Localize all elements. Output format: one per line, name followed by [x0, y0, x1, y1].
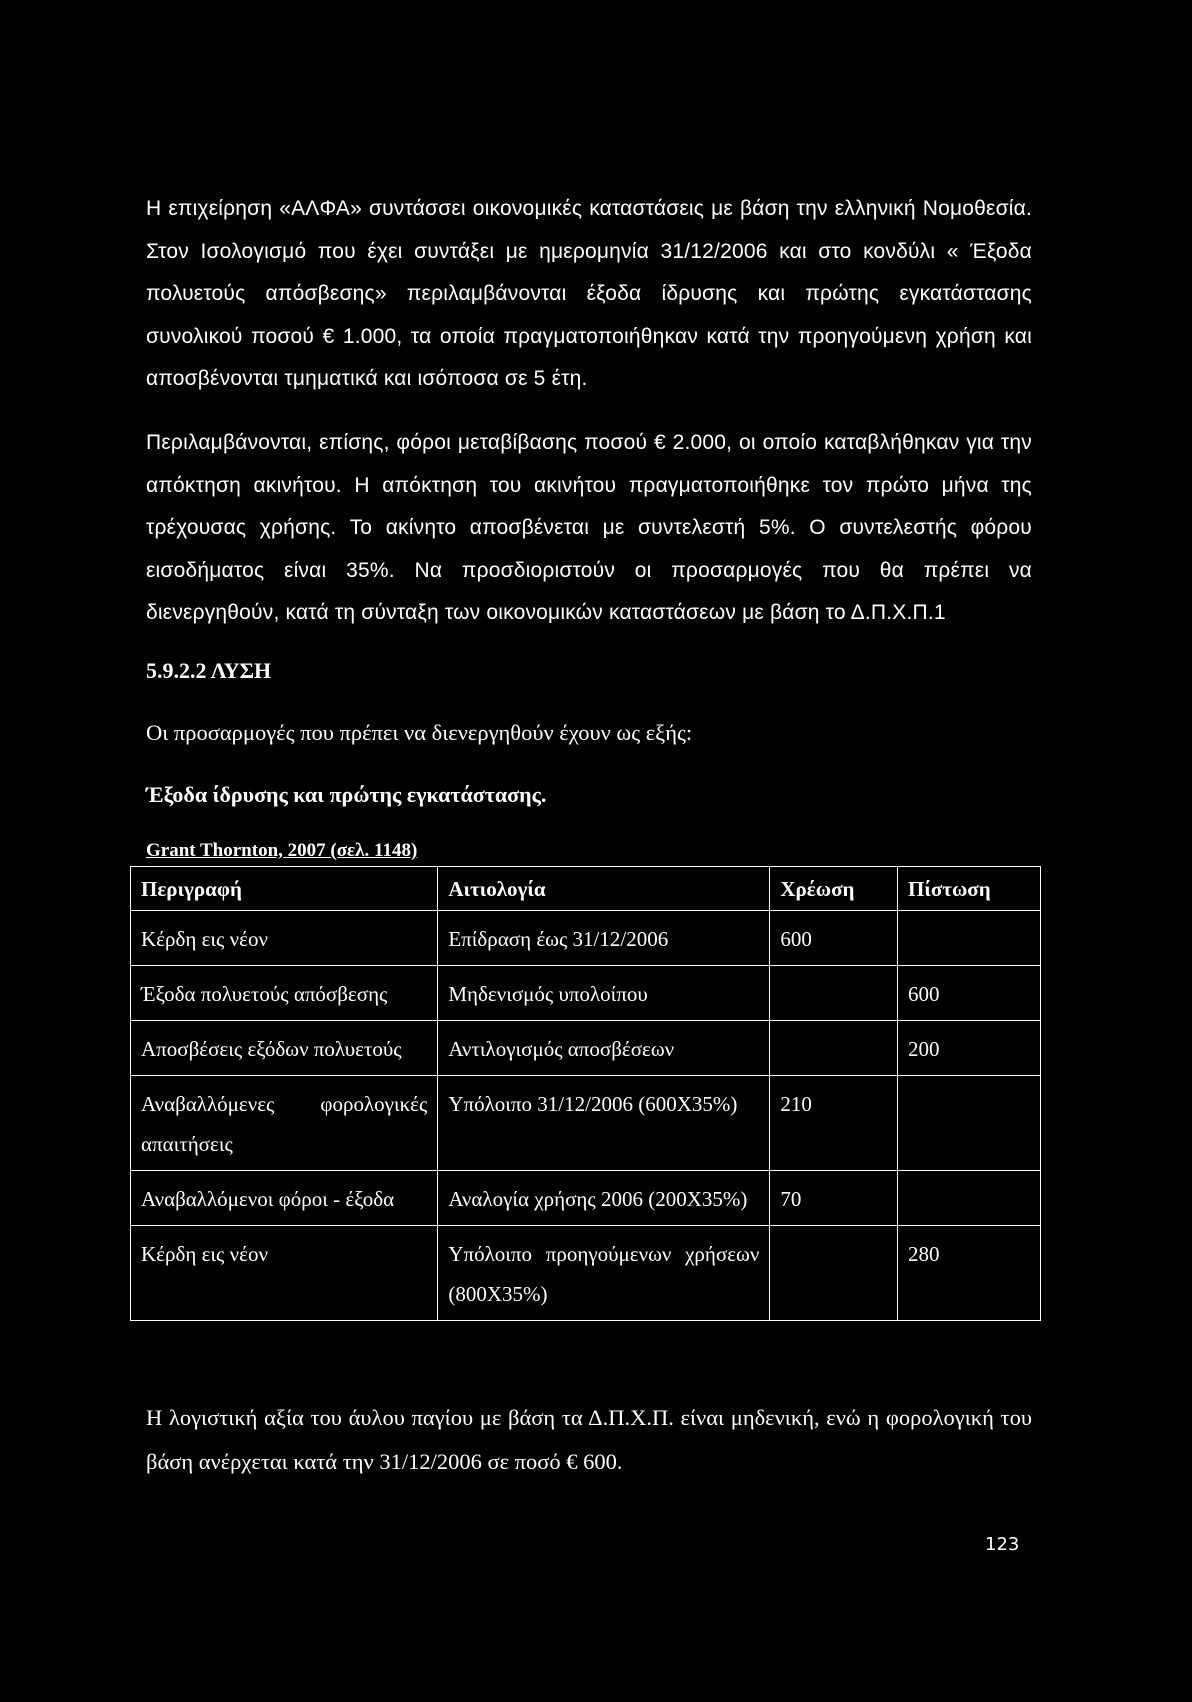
- intro-paragraph-1: Η επιχείρηση «ΑΛΦΑ» συντάσσει οικονομικές καταστάσεις με βάση την ελληνική Νομοθεσία. Στον Ισολογισμό που έχει συντάξει με ημερομηνία 31/12/2006 και στο κονδύλι « Έξοδα πολυετούς απόσβεσης» περιλαμβάνονται έξοδα ίδρυσης και πρώτης εγκατάστασης συνολικού ποσού € 1.000, τα οποία πραγματοποιήθηκαν κατά την προηγούμενη χρήση και αποσβένονται τμηματικά και ισόποσα σε 5 έτη.: [146, 197, 1032, 390]
- cell-justification: Υπόλοιπο προηγούμενων χρήσεων (800Χ35%): [438, 1226, 770, 1321]
- cell-credit: [898, 1171, 1041, 1226]
- cell-justification: Αντιλογισμός αποσβέσεων: [438, 1021, 770, 1076]
- cell-debit: [770, 1226, 898, 1321]
- cell-description: Κέρδη εις νέον: [131, 911, 438, 966]
- closing-paragraph: Η λογιστική αξία του άυλου παγίου με βάση τα Δ.Π.Χ.Π. είναι μηδενική, ενώ η φορολογική του βάση ανέρχεται κατά την 31/12/2006 σε ποσό € 600.: [146, 1405, 1032, 1474]
- cell-justification: Αναλογία χρήσης 2006 (200Χ35%): [438, 1171, 770, 1226]
- section-heading: 5.9.2.2 ΛΥΣΗ: [146, 658, 272, 683]
- header-credit: Πίστωση: [898, 867, 1041, 911]
- source-citation: Grant Thornton, 2007 (σελ. 1148): [146, 840, 418, 861]
- cell-justification: Υπόλοιπο 31/12/2006 (600Χ35%): [438, 1076, 770, 1171]
- cell-credit: [898, 1076, 1041, 1171]
- cell-description: Αποσβέσεις εξόδων πολυετούς: [131, 1021, 438, 1076]
- cell-credit: 600: [898, 966, 1041, 1021]
- table-row: [131, 1226, 1041, 1321]
- subheading: Έξοδα ίδρυσης και πρώτης εγκατάστασης.: [146, 782, 547, 807]
- cell-credit: 200: [898, 1021, 1041, 1076]
- table-row: [131, 1076, 1041, 1171]
- cell-description: Αναβαλλόμενοι φόροι - έξοδα: [131, 1171, 438, 1226]
- header-debit: Χρέωση: [770, 867, 898, 911]
- solution-intro-line: Οι προσαρμογές που πρέπει να διενεργηθούν έχουν ως εξής:: [146, 720, 693, 745]
- cell-credit: 280: [898, 1226, 1041, 1321]
- table-header-row: [131, 867, 1041, 911]
- cell-debit: [770, 1021, 898, 1076]
- page-number: 123: [985, 1534, 1020, 1555]
- cell-justification: Επίδραση έως 31/12/2006: [438, 911, 770, 966]
- table-row: [131, 911, 1041, 966]
- cell-debit: [770, 966, 898, 1021]
- header-description: Περιγραφή: [131, 867, 438, 911]
- header-justification: Αιτιολογία: [438, 867, 770, 911]
- intro-paragraph-2: Περιλαμβάνονται, επίσης, φόροι μεταβίβασης ποσού € 2.000, οι οποίο καταβλήθηκαν για την απόκτηση ακινήτου. Η απόκτηση του ακινήτου πραγματοποιήθηκε τον πρώτο μήνα της τρέχουσας χρήσης. Το ακίνητο αποσβένεται με συντελεστή 5%. Ο συντελεστής φόρου εισοδήματος είναι 35%. Να προσδιοριστούν οι προσαρμογές που θα πρέπει να διενεργηθούν, κατά τη σύνταξη των οικονομικών καταστάσεων με βάση το Δ.Π.Χ.Π.1: [146, 431, 1032, 624]
- journal-entries-table: [130, 866, 1041, 1321]
- cell-credit: [898, 911, 1041, 966]
- cell-debit: 210: [770, 1076, 898, 1171]
- cell-description: Αναβαλλόμενες φορολογικές απαιτήσεις: [131, 1076, 438, 1171]
- cell-description: Κέρδη εις νέον: [131, 1226, 438, 1321]
- cell-justification: Μηδενισμός υπολοίπου: [438, 966, 770, 1021]
- table-row: [131, 1171, 1041, 1226]
- cell-debit: 70: [770, 1171, 898, 1226]
- table-row: [131, 966, 1041, 1021]
- cell-debit: 600: [770, 911, 898, 966]
- cell-description: Έξοδα πολυετούς απόσβεσης: [131, 966, 438, 1021]
- table-row: [131, 1021, 1041, 1076]
